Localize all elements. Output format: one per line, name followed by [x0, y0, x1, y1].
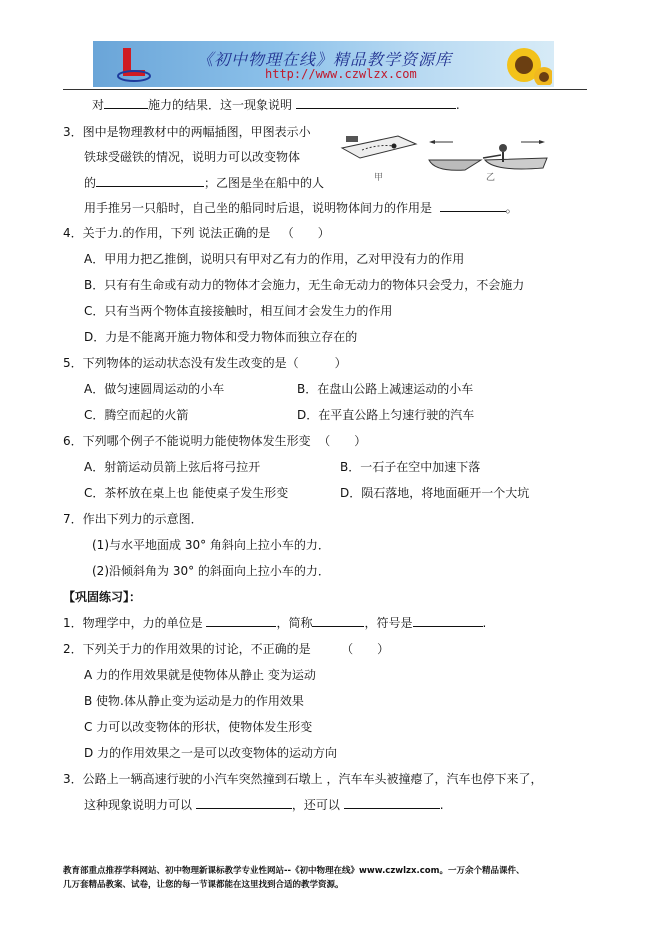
- practice-1: [63, 614, 486, 631]
- q5-option-b: B．在盘山公路上减速运动的小车: [297, 382, 474, 396]
- q6-option-c: C．茶杯放在桌上也 能使桌子发生形变: [84, 486, 289, 500]
- q4-option-c: C．只有当两个物体直接接触时，相互间才会发生力的作用: [84, 304, 393, 318]
- text: ；乙图是坐在船中的人: [204, 176, 325, 190]
- q6-option-b: B．一石子在空中加速下落: [340, 460, 481, 474]
- text: ，简称: [276, 616, 313, 630]
- text: 6．下列哪个例子不能说明力能使物体发生形变: [63, 434, 311, 448]
- answer-blank[interactable]: [344, 796, 440, 809]
- q4-option-a: A．甲用力把乙推倒，说明只有甲对乙有力的作用，乙对甲没有力的作用: [84, 252, 465, 266]
- practice-2-option-c: C 力可以改变物体的形状，使物体发生形变: [84, 720, 313, 734]
- answer-blank[interactable]: [104, 96, 148, 109]
- q7-stem: 7．作出下列力的示意图．: [63, 512, 203, 526]
- text: ，还可以: [291, 798, 340, 812]
- banner-url[interactable]: http://www.czwlzx.com: [265, 67, 417, 81]
- caption-jia: 甲: [374, 173, 384, 183]
- text: 2．下列关于力的作用效果的讨论，不正确的是: [63, 642, 311, 656]
- magnet-ball-figure: [338, 130, 418, 164]
- q6-stem: [63, 432, 366, 449]
- practice-2-stem: [63, 640, 389, 657]
- text: 1．物理学中，力的单位是: [63, 616, 203, 630]
- q6-option-d: D．陨石落地，将地面砸开一个大坑: [340, 486, 530, 500]
- answer-paren[interactable]: （ ）: [281, 226, 330, 240]
- answer-blank[interactable]: [206, 614, 276, 627]
- text: 用手推另一只船时，自己坐的船同时后退，说明物体间力的作用是: [84, 201, 433, 215]
- answer-paren[interactable]: （ ）: [318, 434, 367, 448]
- q3-line-3: [84, 174, 324, 191]
- text: 4．关于力.的作用，下列 说法正确的是: [63, 226, 271, 240]
- q5-option-c: C．腾空而起的火箭: [84, 408, 189, 422]
- q3-line-4: [84, 199, 518, 216]
- site-logo: [117, 46, 151, 82]
- text: .: [455, 98, 460, 112]
- practice-2-option-d: D 力的作用效果之一是可以改变物体的运动方向: [84, 746, 338, 760]
- q5-option-d: D．在平直公路上匀速行驶的汽车: [297, 408, 475, 422]
- banner-title: 《初中物理在线》精品教学资源库: [197, 50, 453, 69]
- text: 施力的结果．这一现象说明: [148, 98, 293, 112]
- sunflower-image: [492, 45, 552, 85]
- answer-blank[interactable]: [312, 614, 364, 627]
- text: ，符号是: [364, 616, 413, 630]
- q2-end-line: [92, 96, 460, 113]
- answer-blank[interactable]: [196, 796, 292, 809]
- text: 对: [92, 98, 105, 112]
- answer-blank[interactable]: [296, 96, 456, 109]
- answer-paren[interactable]: （ ）: [341, 642, 390, 656]
- practice-heading: 【巩固练习】：: [63, 590, 142, 604]
- q4-option-b: B．只有有生命或有动力的物体才会施力，无生命无动力的物体只会受力，不会施力: [84, 278, 525, 292]
- q3-line-2: 铁球受磁铁的情况，说明力可以改变物体: [84, 150, 301, 164]
- q6-option-a: A．射箭运动员箭上弦后将弓拉开: [84, 460, 261, 474]
- q7-sub-2: (2)沿倾斜角为 30° 的斜面向上拉小车的力．: [92, 564, 330, 578]
- caption-yi: 乙: [486, 173, 496, 183]
- practice-2-option-b: B 使物.体从静止变为运动是力的作用效果: [84, 694, 304, 708]
- practice-3-line-1: 3．公路上一辆高速行驶的小汽车突然撞到石墩上 ，汽车车头被撞瘪了，汽车也停下来了，: [63, 772, 543, 786]
- text: .: [439, 798, 444, 812]
- answer-blank[interactable]: [96, 174, 204, 187]
- header-banner: [93, 41, 554, 87]
- footer-line-1: 教育部重点推荐学科网站、初中物理新课标教学专业性网站--《初中物理在线》www.czwlzx.com。一万余个精品课件、: [63, 866, 525, 876]
- q4-option-d: D．力是不能离开施力物体和受力物体而独立存在的: [84, 330, 358, 344]
- q5-option-a: A．做匀速圆周运动的小车: [84, 382, 225, 396]
- text: .: [482, 616, 487, 630]
- text: 的: [84, 176, 97, 190]
- practice-3-line-2: [84, 796, 444, 813]
- q4-stem: [63, 224, 330, 241]
- text: 这种现象说明力可以: [84, 798, 193, 812]
- practice-2-option-a: A 力的作用效果就是使物体从静止 变为运动: [84, 668, 316, 682]
- footer-line-2: 几万套精品教案、试卷，让您的每一节课都能在这里找到合适的教学资源。: [63, 880, 344, 890]
- q5-stem: 5．下列物体的运动状态没有发生改变的是（ ）: [63, 356, 347, 370]
- q3-line-1: 3．图中是物理教材中的两幅插图，甲图表示小: [63, 125, 311, 139]
- answer-blank[interactable]: [440, 199, 506, 212]
- header-divider: [63, 89, 587, 90]
- text: 。: [505, 201, 518, 215]
- q7-sub-1: (1)与水平地面成 30° 角斜向上拉小车的力．: [92, 538, 330, 552]
- answer-blank[interactable]: [413, 614, 483, 627]
